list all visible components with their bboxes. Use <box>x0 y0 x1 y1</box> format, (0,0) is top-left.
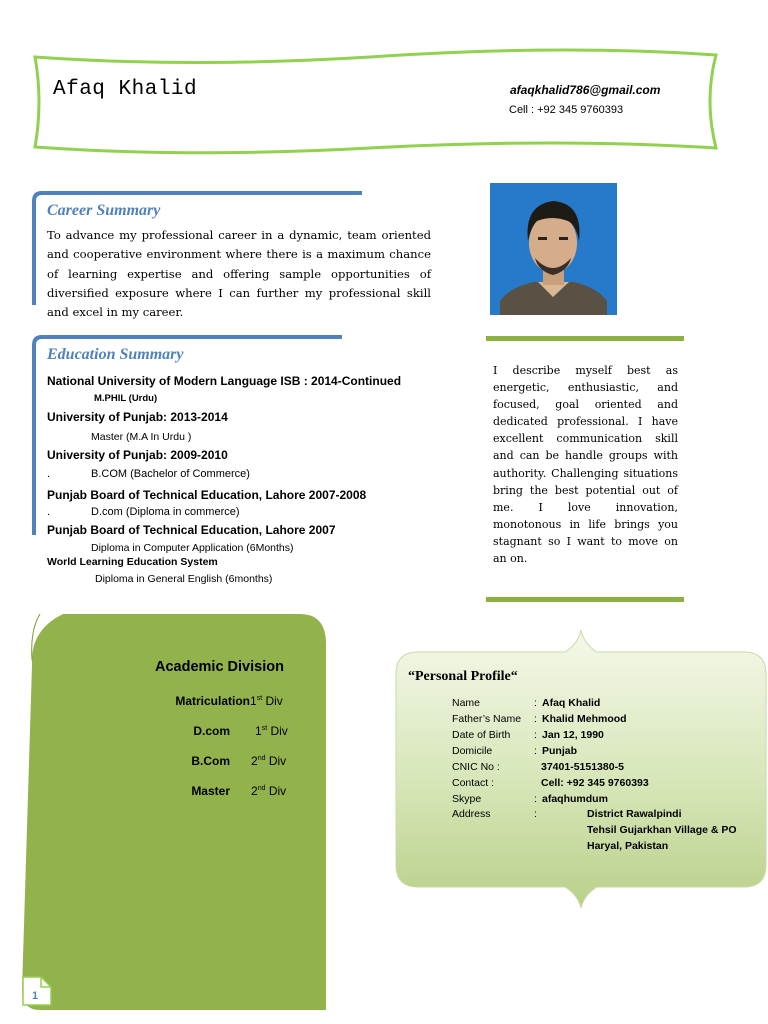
academic-label: Matriculation <box>175 694 250 708</box>
profile-value: Khalid Mehmood <box>542 713 627 725</box>
academic-grade-master: 2nd Div <box>251 784 287 798</box>
profile-colon: : <box>534 793 537 805</box>
academic-label: Master <box>191 784 230 798</box>
profile-value: 37401-5151380-5 <box>541 761 624 773</box>
profile-row-domicile <box>0 745 768 759</box>
career-summary-text: To advance my professional career in a dynamic, team oriented and cooperative environment where there is a maximum chance of learning expertise and offering sample opportunities of diversified exposure where I can further my professional skill and excel in my career. <box>47 228 431 320</box>
profile-label: CNIC No : <box>452 761 500 773</box>
edu-institution-3: University of Punjab: 2009-2010 <box>47 448 228 462</box>
edu-prefix-3: . <box>47 468 51 480</box>
academic-label: B.Com <box>191 754 230 768</box>
academic-grade-matric: 1st Div <box>250 694 283 708</box>
profile-colon: : <box>534 713 537 725</box>
personal-profile-title: “Personal Profile“ <box>408 669 518 684</box>
edu-institution-4: Punjab Board of Technical Education, Lahore 2007-2008 <box>47 488 367 502</box>
profile-colon: : <box>534 808 537 820</box>
applicant-name: Afaq Khalid <box>53 78 198 101</box>
profile-label: Date of Birth <box>452 729 511 741</box>
edu-institution-2: University of Punjab: 2013-2014 <box>47 410 228 424</box>
profile-row-father <box>0 713 768 727</box>
edu-institution-5: Punjab Board of Technical Education, Lahore 2007 <box>47 523 336 537</box>
career-summary-title: Career Summary <box>47 202 161 219</box>
profile-label: Domicile <box>452 745 493 757</box>
profile-address-line-3: Haryal, Pakistan <box>587 840 669 852</box>
edu-degree-1: M.PHIL (Urdu) <box>94 393 158 404</box>
profile-row-dob <box>0 729 768 743</box>
education-summary-title: Education Summary <box>47 346 184 363</box>
profile-row-cnic <box>0 761 768 775</box>
profile-label: Name <box>452 697 481 709</box>
profile-label: Skype <box>452 793 482 805</box>
edu-institution-1: National University of Modern Language ISB : 2014-Continued <box>47 374 402 388</box>
edu-degree-5: Diploma in Computer Application (6Months) <box>91 542 294 554</box>
profile-label: Contact : <box>452 777 495 789</box>
email-address: afaqkhalid786@gmail.com <box>510 83 661 97</box>
profile-address-line-2: Tehsil Gujarkhan Village & PO <box>587 824 737 836</box>
edu-institution-6: World Learning Education System <box>47 556 218 568</box>
edu-prefix-4: . <box>47 506 51 518</box>
edu-degree-2: Master (M.A In Urdu ) <box>91 431 192 443</box>
edu-degree-4: D.com (Diploma in commerce) <box>91 506 240 518</box>
edu-degree-3: B.COM (Bachelor of Commerce) <box>91 468 250 480</box>
profile-value: Cell: +92 345 9760393 <box>541 777 649 789</box>
profile-value: Afaq Khalid <box>542 697 601 709</box>
edu-degree-6: Diploma in General English (6months) <box>95 573 273 585</box>
profile-value: afaqhumdum <box>542 793 608 805</box>
profile-value: Punjab <box>542 745 578 757</box>
cell-number: Cell : +92 345 9760393 <box>509 104 624 116</box>
academic-division-title: Academic Division <box>155 659 284 675</box>
academic-label: D.com <box>193 724 230 738</box>
profile-value: District Rawalpindi <box>587 808 682 820</box>
profile-row-contact <box>0 777 768 791</box>
profile-colon: : <box>534 729 537 741</box>
academic-grade-dcom: 1st Div <box>255 724 288 738</box>
academic-grade-bcom: 2nd Div <box>251 754 287 768</box>
profile-value: Jan 12, 1990 <box>542 729 604 741</box>
profile-label: Father’s Name <box>452 713 522 725</box>
about-text: I describe myself best as energetic, enthusiastic, and focused, goal oriented and dedicated professional. I have excellent communication skill and can be handle groups with authority. Challenging situations bring the best potential out of me. I love innovation, monotonous in life brings you stagnant so I want to move on an on. <box>493 364 678 566</box>
profile-row-address <box>0 808 768 822</box>
profile-row-name <box>0 697 768 711</box>
profile-colon: : <box>534 745 537 757</box>
page-number: 1 <box>32 990 39 1002</box>
profile-row-skype <box>0 793 768 807</box>
profile-label: Address <box>452 808 491 820</box>
profile-colon: : <box>534 697 537 709</box>
